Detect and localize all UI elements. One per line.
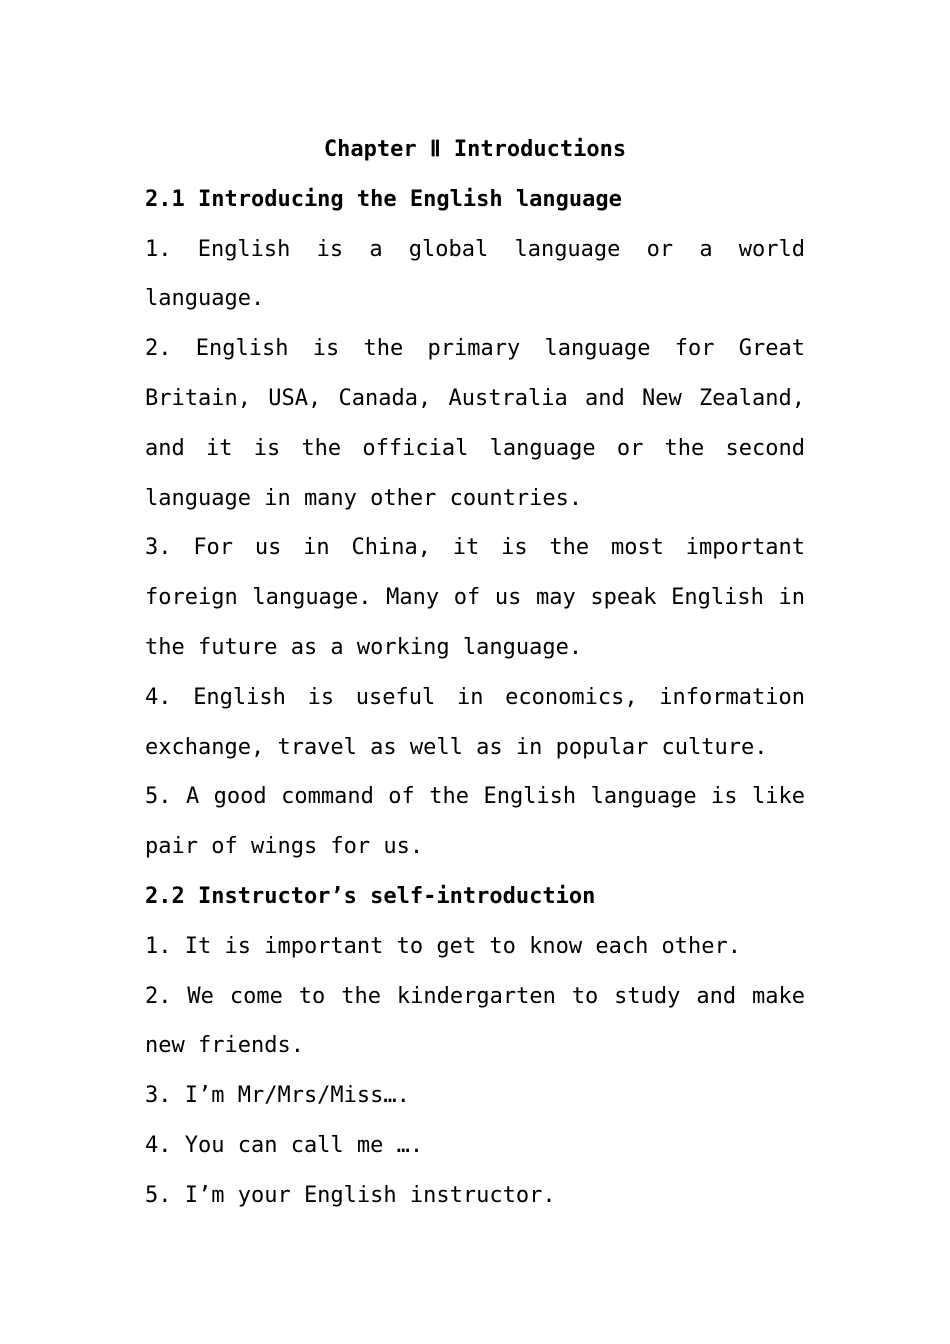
paragraph-line: the future as a working language. xyxy=(145,634,583,660)
paragraph-line: and it is the official language or the second xyxy=(145,435,805,461)
paragraph-line: new friends. xyxy=(145,1033,304,1059)
paragraph-line: Britain, USA, Canada, Australia and New Zealand, xyxy=(145,385,805,411)
document-page xyxy=(145,125,805,1221)
paragraph-line: language in many other countries. xyxy=(145,485,583,511)
paragraph-line: pair of wings for us. xyxy=(145,834,424,860)
paragraph-line: 4. You can call me …. xyxy=(145,1132,424,1158)
section-heading-2-1: 2.1 Introducing the English language xyxy=(145,186,622,212)
paragraph-line: 3. For us in China, it is the most important xyxy=(145,535,805,561)
paragraph-line: foreign language. Many of us may speak English in xyxy=(145,585,805,611)
paragraph-line: exchange, travel as well as in popular culture. xyxy=(145,734,768,760)
paragraph-line: 2. We come to the kindergarten to study and make xyxy=(145,983,805,1009)
paragraph-line: 2. English is the primary language for Great xyxy=(145,336,805,362)
section-heading-2-2: 2.2 Instructor’s self-introduction xyxy=(145,883,596,909)
chapter-title: Chapter Ⅱ Introductions xyxy=(323,137,627,162)
paragraph-line: 1. It is important to get to know each other. xyxy=(145,933,742,959)
paragraph-line: 5. I’m your English instructor. xyxy=(145,1182,556,1208)
paragraph-line: 4. English is useful in economics, information xyxy=(145,684,805,710)
paragraph-line: 5. A good command of the English language is like xyxy=(145,784,805,810)
paragraph-line: 3. I’m Mr/Mrs/Miss…. xyxy=(145,1083,410,1109)
paragraph-line: 1. English is a global language or a world xyxy=(145,236,805,262)
paragraph-line: language. xyxy=(145,286,265,312)
